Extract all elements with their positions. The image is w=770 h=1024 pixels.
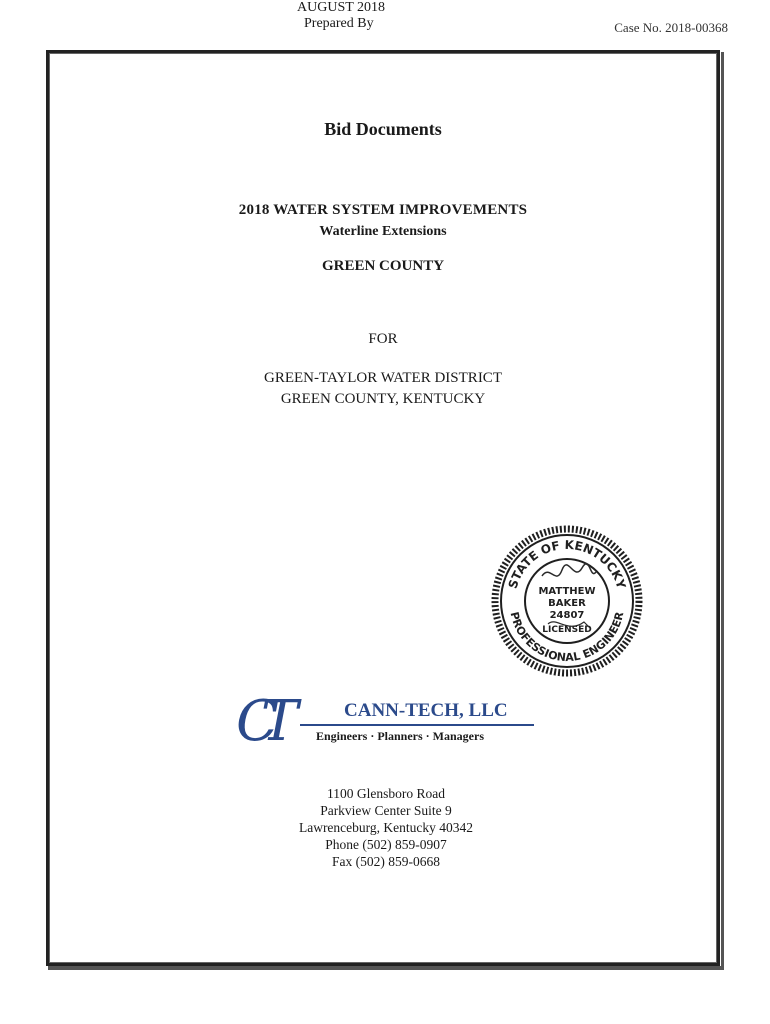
seal-license-number: 24807 — [549, 610, 585, 621]
firm-logo-mark: CT — [236, 689, 281, 754]
document-title: Bid Documents — [324, 119, 442, 139]
owner-name: GREEN-TAYLOR WATER DISTRICT — [264, 370, 502, 386]
firm-fax: Fax (502) 859-0668 — [332, 854, 440, 869]
seal-profession-text: PROFESSIONAL ENGINEER — [507, 610, 627, 665]
case-number: Case No. 2018-00368 — [614, 20, 728, 35]
project-subtitle: Waterline Extensions — [319, 224, 447, 239]
seal-name-first: MATTHEW — [538, 586, 596, 597]
seal-name-last: BAKER — [548, 598, 586, 609]
project-title: 2018 WATER SYSTEM IMPROVEMENTS — [238, 202, 528, 218]
owner-location: GREEN COUNTY, KENTUCKY — [280, 391, 486, 407]
for-label: FOR — [368, 331, 398, 347]
firm-phone: Phone (502) 859-0907 — [325, 837, 447, 852]
engineer-seal-icon — [490, 524, 644, 678]
firm-address-street: 1100 Glensboro Road — [327, 786, 445, 801]
seal-state-text: STATE OF KENTUCKY — [505, 537, 629, 591]
firm-address-suite: Parkview Center Suite 9 — [320, 803, 452, 818]
firm-name: CANN-TECH, LLC — [344, 700, 508, 721]
firm-tagline: Engineers · Planners · Managers — [316, 729, 484, 743]
logo-divider — [300, 724, 534, 726]
border-shadow — [48, 966, 724, 970]
svg-text:STATE OF KENTUCKY — [506, 538, 629, 591]
signature-icon — [542, 564, 596, 576]
seal-status: LICENSED — [542, 625, 592, 635]
document-date: AUGUST 2018 — [297, 0, 386, 15]
project-county: GREEN COUNTY — [321, 258, 445, 274]
firm-address-city: Lawrenceburg, Kentucky 40342 — [298, 820, 474, 835]
firm-logo — [236, 689, 536, 764]
prepared-by-label: Prepared By — [304, 16, 374, 31]
